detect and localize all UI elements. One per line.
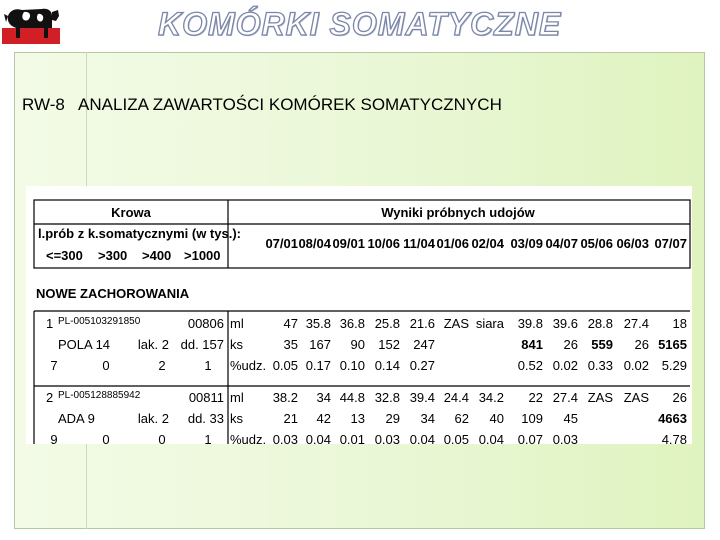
value-cell: 0.05 <box>443 432 469 444</box>
value-cell: 0.17 <box>305 358 331 373</box>
value-cell: 28.8 <box>587 316 613 331</box>
value-cell: 4663 <box>658 411 687 426</box>
date-cell: 04/07 <box>545 236 578 251</box>
cow-lactation: lak. 2 <box>137 411 169 426</box>
unit-label: %udz. <box>230 358 267 373</box>
unit-label: %udz. <box>230 432 267 444</box>
value-cell: 0.14 <box>374 358 400 373</box>
cow-lactation: lak. 2 <box>137 337 169 352</box>
cow-rows <box>46 316 687 444</box>
cow-count-cell: 0 <box>102 432 110 444</box>
date-cell: 07/07 <box>654 236 687 251</box>
value-cell: 24.4 <box>443 390 469 405</box>
value-cell: 34.2 <box>478 390 504 405</box>
value-cell: 0.03 <box>272 432 298 444</box>
value-cell: 34 <box>420 411 435 426</box>
value-cell: 0.03 <box>374 432 400 444</box>
value-cell: 47 <box>283 316 298 331</box>
value-cell: 36.8 <box>339 316 365 331</box>
value-cell: 21.6 <box>409 316 435 331</box>
dates-row <box>265 236 687 251</box>
cow-days: dd. 157 <box>180 337 224 352</box>
value-cell: 152 <box>378 337 400 352</box>
value-cell: 25.8 <box>374 316 400 331</box>
value-cell: 62 <box>454 411 469 426</box>
cow-days: dd. 33 <box>187 411 224 426</box>
value-cell: 109 <box>521 411 543 426</box>
cow-number: 2 <box>46 390 54 405</box>
value-cell: 559 <box>591 337 613 352</box>
value-cell: 0.04 <box>409 432 435 444</box>
value-cell: 0.04 <box>305 432 331 444</box>
value-cell: 27.4 <box>552 390 578 405</box>
value-cell: 27.4 <box>623 316 649 331</box>
cow-logo-icon <box>2 2 60 44</box>
value-cell: 38.2 <box>272 390 298 405</box>
value-cell: 13 <box>350 411 365 426</box>
value-cell: 0.04 <box>478 432 504 444</box>
value-cell: 35 <box>283 337 298 352</box>
value-cell: 34 <box>316 390 331 405</box>
cow-count-cell: 0 <box>102 358 110 373</box>
value-cell: 44.8 <box>339 390 365 405</box>
cow-count-cell: 0 <box>158 432 166 444</box>
value-cell: 45 <box>563 411 578 426</box>
date-cell: 08/04 <box>298 236 331 251</box>
date-cell: 07/01 <box>265 236 298 251</box>
cow-name: ADA 9 <box>58 411 95 426</box>
date-cell: 06/03 <box>616 236 649 251</box>
value-cell: 39.6 <box>552 316 578 331</box>
count-label: l.prób z k.somatycznymi (w tys.): <box>38 226 241 241</box>
value-cell: ZAS <box>587 390 613 405</box>
cow-code: 00806 <box>187 316 224 331</box>
cow-id: PL-005103291850 <box>58 316 141 327</box>
value-cell: 4.78 <box>661 432 687 444</box>
threshold-gt400: >400 <box>142 248 172 263</box>
slide-subtitle: RW-8 ANALIZA ZAWARTOŚCI KOMÓREK SOMATYCZNYCH <box>22 95 502 114</box>
date-cell: 11/04 <box>403 236 435 251</box>
value-cell: 0.02 <box>623 358 649 373</box>
value-cell: 0.02 <box>552 358 578 373</box>
value-cell: 0.01 <box>339 432 365 444</box>
value-cell: 32.8 <box>374 390 400 405</box>
value-cell: siara <box>475 316 504 331</box>
page-title: KOMÓRKI SOMATYCZNE <box>158 6 562 42</box>
value-cell: 841 <box>521 337 543 352</box>
value-cell: 5.29 <box>661 358 687 373</box>
unit-label: ks <box>230 411 243 426</box>
results-header: Wyniki próbnych udojów <box>381 205 535 220</box>
value-cell: 21 <box>283 411 298 426</box>
value-cell: 0.10 <box>339 358 365 373</box>
cow-count-cell: 1 <box>204 358 212 373</box>
threshold-le300: <=300 <box>46 248 83 263</box>
date-cell: 01/06 <box>436 236 469 251</box>
value-cell: 39.4 <box>409 390 435 405</box>
table-graphic <box>26 186 692 444</box>
cow-name: POLA 14 <box>58 337 111 352</box>
somatic-cells-table <box>26 186 692 444</box>
cow-number: 1 <box>46 316 54 331</box>
value-cell: 26 <box>634 337 649 352</box>
cow-code: 00811 <box>188 390 224 405</box>
value-cell: 42 <box>316 411 331 426</box>
value-cell: 0.27 <box>409 358 435 373</box>
threshold-gt300: >300 <box>98 248 128 263</box>
date-cell: 09/01 <box>332 236 365 251</box>
value-cell: 39.8 <box>517 316 543 331</box>
date-cell: 02/04 <box>471 236 504 251</box>
value-cell: 29 <box>385 411 400 426</box>
value-cell: 0.05 <box>272 358 298 373</box>
value-cell: 18 <box>672 316 687 331</box>
value-cell: 0.52 <box>517 358 543 373</box>
cow-count-cell: 2 <box>158 358 166 373</box>
value-cell: 0.07 <box>517 432 543 444</box>
date-cell: 03/09 <box>510 236 543 251</box>
value-cell: 167 <box>309 337 331 352</box>
date-cell: 05/06 <box>580 236 613 251</box>
value-cell: 40 <box>489 411 504 426</box>
cow-count-cell: 7 <box>50 358 58 373</box>
value-cell: 0.33 <box>587 358 613 373</box>
value-cell: 35.8 <box>305 316 331 331</box>
krowa-header: Krowa <box>111 205 151 220</box>
section-label: NOWE ZACHOROWANIA <box>36 286 190 301</box>
threshold-gt1000: >1000 <box>184 248 221 263</box>
value-cell: ZAS <box>443 316 469 331</box>
value-cell: 26 <box>563 337 578 352</box>
unit-label: ml <box>230 316 244 331</box>
value-cell: 247 <box>413 337 435 352</box>
date-cell: 10/06 <box>367 236 400 251</box>
unit-label: ks <box>230 337 243 352</box>
value-cell: 0.03 <box>552 432 578 444</box>
value-cell: 26 <box>672 390 687 405</box>
value-cell: 90 <box>350 337 365 352</box>
value-cell: ZAS <box>623 390 649 405</box>
value-cell: 5165 <box>658 337 687 352</box>
cow-id: PL-005128885942 <box>58 390 141 401</box>
value-cell: 22 <box>528 390 543 405</box>
unit-label: ml <box>230 390 244 405</box>
cow-count-cell: 9 <box>50 432 58 444</box>
cow-count-cell: 1 <box>204 432 212 444</box>
